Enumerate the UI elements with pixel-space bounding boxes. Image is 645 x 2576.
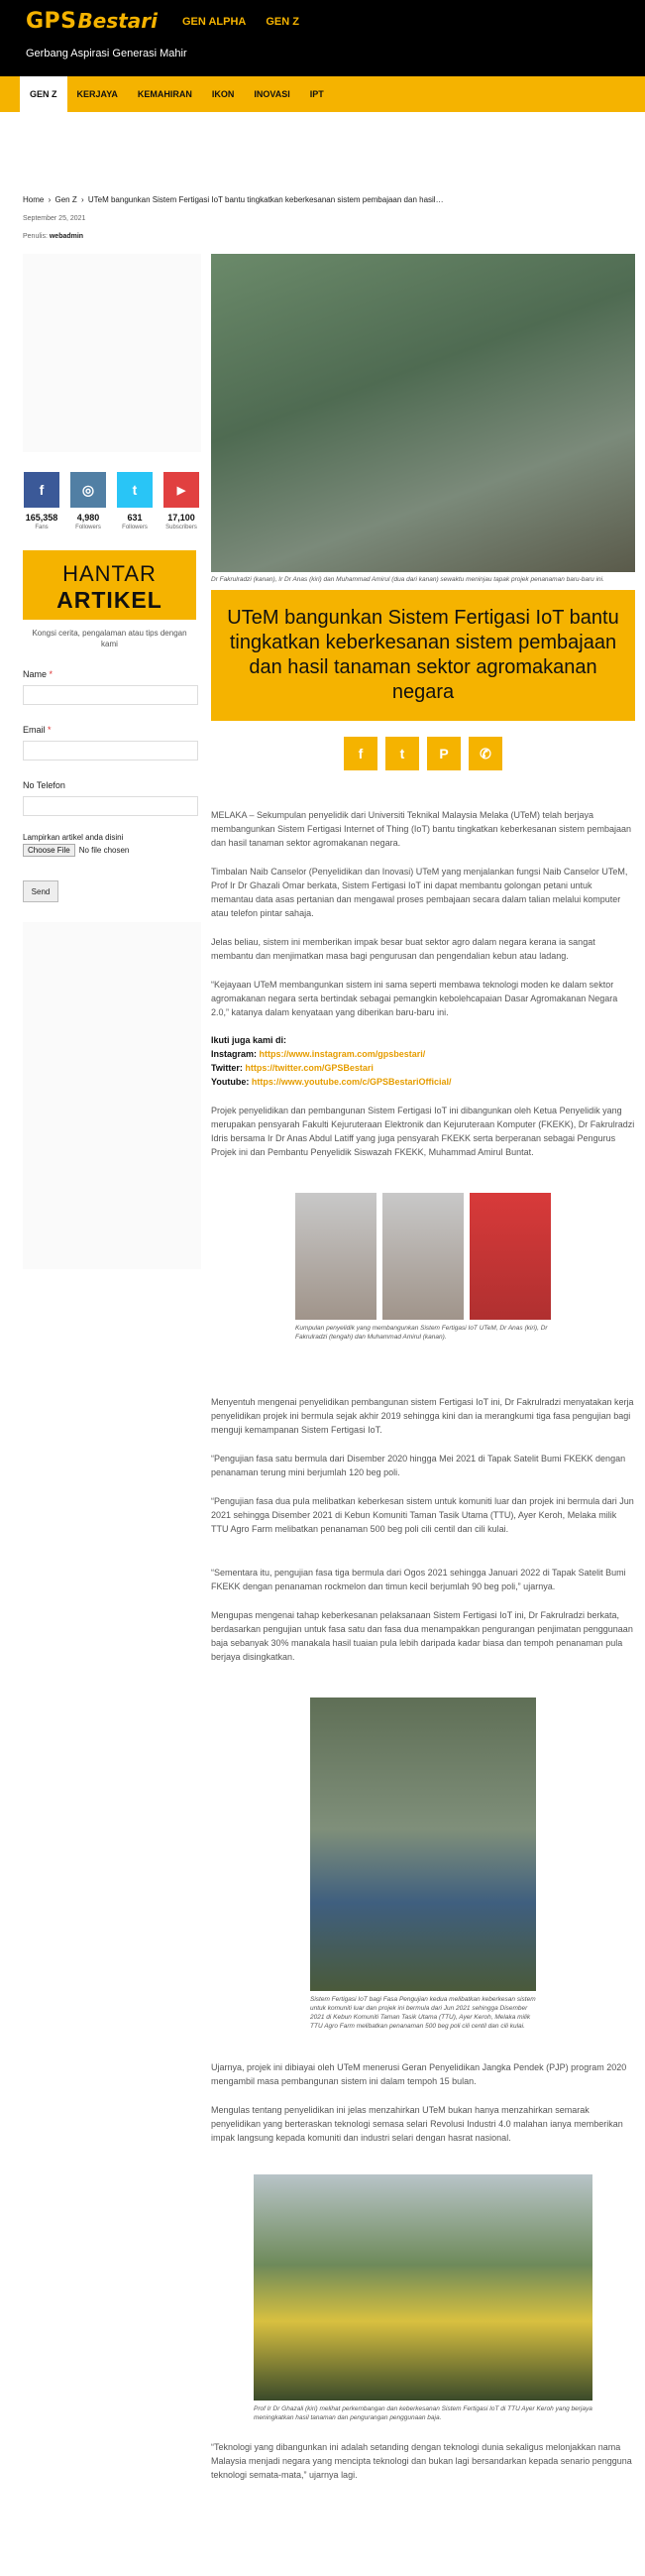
submit-title-line2: ARTIKEL bbox=[56, 587, 162, 613]
article-body bbox=[211, 808, 635, 2482]
youtube-icon[interactable]: ▶ bbox=[163, 472, 199, 508]
logo-bestari-text: Bestari bbox=[77, 9, 159, 33]
follow-youtube-label: Youtube: bbox=[211, 1077, 250, 1087]
send-button[interactable]: Send bbox=[23, 880, 58, 902]
author-name[interactable]: webadmin bbox=[49, 233, 84, 240]
article-paragraph: “Sementara itu, pengujian fasa tiga bermula dari Ogos 2021 sehingga Januari 2022 di Tapak Satelit Bumi FKEKK dengan penanaman rockmelon dan timun kecil berjumlah 90 beg poli,” ujarnya. bbox=[211, 1568, 626, 1591]
youtube-label: Subscribers bbox=[165, 525, 197, 530]
post-author bbox=[23, 233, 83, 240]
article-title: UTeM bangunkan Sistem Fertigasi IoT bantu tingkatkan keberkesanan sistem pembajaan dan hasil tanaman sektor agromakanan negara bbox=[227, 607, 619, 703]
breadcrumb-category[interactable]: Gen Z bbox=[54, 195, 77, 204]
social-instagram[interactable] bbox=[70, 472, 106, 530]
breadcrumb-home[interactable]: Home bbox=[23, 195, 45, 204]
article-paragraph: “Pengujian fasa satu bermula dari Disember 2020 hingga Mei 2021 di Tapak Satelit Bumi FKEKK dengan penanaman terung mini berjumlah 120 beg poli. bbox=[211, 1454, 626, 1477]
fertigation-caption: Sistem Fertigasi IoT bagi Fasa Pengujian kedua melibatkan keberkesan sistem untuk komuniti luar dan projek ini bermula dari Jun 2021 sehingga Disember 2021 di Kebun Komuniti Taman Tasik Utama (TTU), Ayer Keroh, Melaka milik TTU Agro Farm melibatkan penanaman 500 beg poli cili centil dan cili kulai. bbox=[310, 1996, 536, 2030]
instagram-label: Followers bbox=[75, 525, 101, 530]
article-paragraph: Mengulas tentang penyelidikan ini jelas menzahirkan UTeM bukan hanya menzahirkan semarak penyelidikan yang berteraskan teknologi semasa selari Revolusi Industri 4.0 malahan ianya memberikan impak langsung kepada komuniti dan industri selari dengan hasrat nasional. bbox=[211, 2105, 623, 2143]
breadcrumb-separator: › bbox=[80, 195, 84, 204]
submit-subtitle: Kongsi cerita, pengalaman atau tips dengan kami bbox=[32, 629, 187, 648]
name-label: Name * bbox=[23, 669, 54, 679]
facebook-label: Fans bbox=[35, 525, 49, 530]
site-logo[interactable] bbox=[26, 8, 158, 34]
twitter-label: Followers bbox=[122, 525, 148, 530]
logo-gps-text: GPS bbox=[26, 8, 77, 34]
researchers-photo bbox=[295, 1193, 551, 1320]
article-paragraph: Mengupas mengenai tahap keberkesanan pelaksanaan Sistem Fertigasi IoT ini, Dr Fakrulradzi berkata, berdasarkan pengujian untuk fasa satu dan fasa dua menampakkan pengurangan penjimatan penggunaan baja sebanyak 30% manakala hasil tuaian pula lebih daripada kadar biasa dan tempoh penanaman pula berjaya disingkatkan. bbox=[211, 1610, 633, 1662]
researchers-caption: Kumpulan penyelidik yang membangunkan Sistem Fertigasi IoT UTeM, Dr Anas (kiri), Dr Fakrulradzi (tengah) dan Muhammad Amirul (kanan). bbox=[295, 1325, 548, 1341]
category-nav bbox=[20, 76, 334, 112]
social-youtube[interactable] bbox=[163, 472, 199, 530]
follow-twitter-label: Twitter: bbox=[211, 1063, 243, 1073]
article-paragraph: Jelas beliau, sistem ini memberikan impak besar buat sektor agro dalam negara kerana ia sangat membantu dan menjimatkan masa bagi pengurusan dan pengendalian kebun atau ladang. bbox=[211, 937, 595, 961]
nav-gen-alpha[interactable]: GEN ALPHA bbox=[182, 16, 247, 28]
article-paragraph: Projek penyelidikan dan pembangunan Sistem Fertigasi IoT ini dibangunkan oleh Ketua Penyelidik yang merupakan pensyarah Fakulti Kejuruteraan Elektronik dan Kejuruteraan Komputer (FKEKK), Dr Fakrulradzi Idris bersama Ir Dr Anas Abdul Latiff yang juga pensyarah FKEKK serta berperanan sebagai Pengurus Projek ini dan Pembantu Penyelidik Siswazah FKEKK, Muhammad Amirul Buntat. bbox=[211, 1106, 635, 1157]
article-paragraph: “Kejayaan UTeM membangunkan sistem ini sama seperti membawa teknologi moden ke dalam sektor agromakanan negara serta bertindak sebagai pemangkin kebolehcapaian Dasar Agromakanan Negara 2.0,” katanya dalam kenyataan yang diberikan baru-baru ini. bbox=[211, 980, 618, 1017]
researcher-portrait bbox=[382, 1193, 464, 1320]
category-bar bbox=[0, 76, 645, 112]
sidebar bbox=[23, 254, 201, 1269]
submit-title-line1: HANTAR bbox=[62, 561, 157, 586]
category-gen-z[interactable]: GEN Z bbox=[20, 76, 67, 112]
article-photo-1 bbox=[211, 254, 635, 572]
article-paragraph: Menyentuh mengenai penyelidikan pembangunan sistem Fertigasi IoT ini, Dr Fakrulradzi menyatakan kerja penyelidikan projek ini bermula sejak akhir 2019 sehingga kini dan ia merangkumi tiga fasa pengujian bagi menguji kemampanan Sistem Fertigasi IoT. bbox=[211, 1397, 634, 1435]
social-twitter[interactable] bbox=[117, 472, 153, 530]
phone-label: No Telefon bbox=[23, 780, 65, 790]
follow-us bbox=[211, 1033, 635, 1089]
article-title-box bbox=[211, 590, 635, 721]
phone-field[interactable] bbox=[23, 796, 198, 816]
facebook-count: 165,358 bbox=[25, 513, 58, 523]
breadcrumb-current: UTeM bangunkan Sistem Fertigasi IoT bantu tingkatkan keberkesanan sistem pembajaan dan hasil… bbox=[87, 195, 444, 204]
follow-title: Ikuti juga kami di: bbox=[211, 1035, 287, 1045]
name-field[interactable] bbox=[23, 685, 198, 705]
category-kerjaya[interactable]: KERJAYA bbox=[76, 89, 118, 99]
twitter-icon[interactable]: t bbox=[117, 472, 153, 508]
twitter-link[interactable]: https://twitter.com/GPSBestari bbox=[245, 1063, 374, 1073]
whatsapp-share-icon[interactable]: ✆ bbox=[469, 737, 502, 770]
file-status: No file chosen bbox=[78, 846, 130, 855]
researcher-portrait bbox=[295, 1193, 376, 1320]
researcher-portrait bbox=[470, 1193, 551, 1320]
instagram-count: 4,980 bbox=[76, 513, 100, 523]
email-field[interactable] bbox=[23, 741, 198, 761]
article bbox=[211, 254, 635, 2482]
social-counters bbox=[24, 472, 201, 530]
article-paragraph: “Teknologi yang dibangunkan ini adalah setanding dengan teknologi dunia sekaligus melonjakkan nama Malaysia menjadi negara yang mencipta teknologi dan bukan lagi bersandarkan kepada senario pengguna teknologi semata-mata,” ujarnya lagi. bbox=[211, 2442, 632, 2480]
follow-instagram-label: Instagram: bbox=[211, 1049, 258, 1059]
article-paragraph: “Pengujian fasa dua pula melibatkan keberkesan sistem untuk komuniti luar dan projek ini bermula dari Jun 2021 sehingga Disember 2021 di Kebun Komuniti Taman Tasik Utama (TTU), Ayer Keroh, Melaka milik TTU Agro Farm melibatkan penanaman 500 beg poli cili centil dan cili kulai. bbox=[211, 1496, 634, 1534]
social-facebook[interactable] bbox=[24, 472, 59, 530]
facebook-icon[interactable]: f bbox=[24, 472, 59, 508]
top-nav bbox=[182, 16, 299, 28]
site-visit-photo bbox=[254, 2174, 592, 2400]
sidebar-ad-slot bbox=[23, 254, 201, 452]
submit-article-banner bbox=[23, 550, 196, 620]
breadcrumb-separator: › bbox=[48, 195, 52, 204]
post-date: September 25, 2021 bbox=[23, 215, 86, 222]
youtube-link[interactable]: https://www.youtube.com/c/GPSBestariOfficial/ bbox=[251, 1077, 452, 1087]
sidebar-ad-slot-2 bbox=[23, 922, 201, 1269]
breadcrumb bbox=[23, 195, 446, 204]
pinterest-share-icon[interactable]: P bbox=[427, 737, 461, 770]
author-label: Penulis: bbox=[23, 233, 48, 240]
facebook-share-icon[interactable]: f bbox=[344, 737, 377, 770]
photo-1-caption: Dr Fakrulradzi (kanan), Ir Dr Anas (kiri) dan Muhammad Amirul (dua dari kanan) sewaktu meninjau tapak projek penanaman baru-baru ini. bbox=[211, 576, 604, 583]
instagram-link[interactable]: https://www.instagram.com/gpsbestari/ bbox=[259, 1049, 426, 1059]
file-upload bbox=[23, 844, 201, 857]
twitter-share-icon[interactable]: t bbox=[385, 737, 419, 770]
category-ikon[interactable]: IKON bbox=[211, 89, 235, 99]
youtube-count: 17,100 bbox=[167, 513, 195, 523]
email-label: Email * bbox=[23, 725, 52, 735]
fertigation-system-photo bbox=[310, 1698, 536, 1991]
site-tagline: Gerbang Aspirasi Generasi Mahir bbox=[26, 48, 187, 59]
category-inovasi[interactable]: INOVASI bbox=[254, 89, 290, 99]
category-kemahiran[interactable]: KEMAHIRAN bbox=[137, 89, 192, 99]
share-buttons bbox=[211, 737, 635, 770]
choose-file-button[interactable]: Choose File bbox=[23, 844, 75, 857]
site-header bbox=[0, 0, 645, 76]
nav-gen-z[interactable]: GEN Z bbox=[266, 16, 299, 28]
instagram-icon[interactable]: ◎ bbox=[70, 472, 106, 508]
site-visit-caption: Prof Ir Dr Ghazali (kiri) melihat perkembangan dan keberkesanan Sistem Fertigasi IoT di TTU Ayer Keroh yang berjaya meningkatkan hasil tanaman dan pengurangan penggunaan baja. bbox=[254, 2405, 592, 2421]
twitter-count: 631 bbox=[127, 513, 143, 523]
article-paragraph: Timbalan Naib Canselor (Penyelidikan dan Inovasi) UTeM yang menjalankan fungsi Naib Canselor UTeM, Prof Ir Dr Ghazali Omar berkata, Sistem Fertigasi IoT ini dapat membantu golongan petani untuk memantau data asas pertanian dan mengawal proses pembajaan secara dalam talian melalui komputer atau telefon pintar sahaja. bbox=[211, 867, 628, 918]
file-upload-label: Lampirkan artikel anda disini bbox=[23, 833, 124, 842]
category-ipt[interactable]: IPT bbox=[309, 89, 324, 99]
article-paragraph: Ujarnya, projek ini dibiayai oleh UTeM menerusi Geran Penyelidikan Jangka Pendek (PJP) program 2020 mengambil masa pembangunan sistem ini dalam tempoh 15 bulan. bbox=[211, 2062, 627, 2086]
article-paragraph: MELAKA – Sekumpulan penyelidik dari Universiti Teknikal Malaysia Melaka (UTeM) telah berjaya membangunkan Sistem Fertigasi Internet of Thing (IoT) bantu tingkatkan keberkesanan sistem pembajaan dan hasil tanaman sektor agromakanan negara. bbox=[211, 810, 632, 848]
